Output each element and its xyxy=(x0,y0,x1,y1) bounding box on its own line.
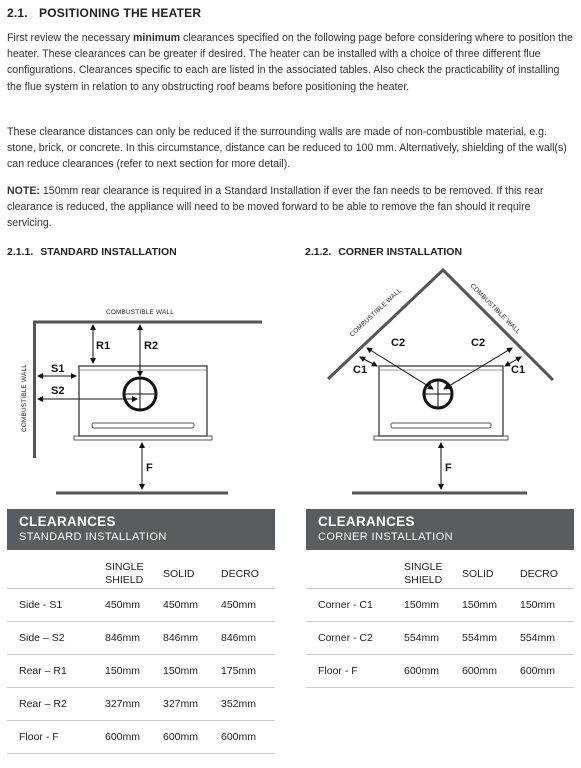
col-solid: SOLID xyxy=(163,568,195,580)
table-header xyxy=(306,509,574,550)
corner-f-label: F xyxy=(445,462,452,474)
table-row: Side – S2 846mm 846mm 846mm xyxy=(7,622,275,655)
table-row: Floor - F 600mm 600mm 600mm xyxy=(306,655,574,688)
table-subtitle: STANDARD INSTALLATION xyxy=(19,531,167,543)
top-wall-label: COMBUSTIBLE WALL xyxy=(106,309,174,316)
heater-handle xyxy=(92,423,194,428)
corner-heater-body xyxy=(379,366,503,436)
section-title: POSITIONING THE HEATER xyxy=(39,6,202,20)
corner-diagram xyxy=(328,270,553,493)
table-row: Floor - F 600mm 600mm 600mm xyxy=(7,721,275,754)
subsection-number: 2.1.1. xyxy=(7,246,34,258)
left-wall-label: COMBUSTIBLE WALL xyxy=(348,286,404,339)
clearances-table-corner xyxy=(306,509,574,688)
r1-label: R1 xyxy=(96,340,111,352)
table-row: Corner - C1 150mm 150mm 150mm xyxy=(306,589,574,622)
col-single-shield: SINGLE SHIELD xyxy=(105,561,144,586)
corner-heater-handle xyxy=(391,423,491,428)
col-decro: DECRO xyxy=(221,568,259,580)
standard-diagram xyxy=(21,309,262,493)
heater-body xyxy=(79,366,207,436)
r2-label: R2 xyxy=(144,340,159,352)
clearances-table-standard xyxy=(7,509,275,754)
table-row: Side - S1 450mm 450mm 450mm xyxy=(7,589,275,622)
subsection-number: 2.1.2. xyxy=(305,246,332,258)
table-title: CLEARANCES xyxy=(318,514,415,529)
c2-right-label: C2 xyxy=(471,337,486,349)
table-column-headers xyxy=(7,550,275,589)
table-row: Rear – R1 150mm 150mm 175mm xyxy=(7,655,275,688)
s1-label: S1 xyxy=(51,363,65,375)
note-label: NOTE: xyxy=(7,185,40,197)
s2-label: S2 xyxy=(51,385,65,397)
table-header xyxy=(7,509,275,550)
section-number: 2.1. xyxy=(7,6,28,20)
c2-left-label: C2 xyxy=(391,337,406,349)
table-subtitle: CORNER INSTALLATION xyxy=(318,531,453,543)
c2-left-arrow xyxy=(367,348,433,389)
note-text: 150mm rear clearance is required in a Standard Installation if ever the fan needs to be removed. If this rear clearance is reduced, the appliance will need to be moved forward to be able to remove the fan should it require servicing. xyxy=(7,185,544,230)
f-label: F xyxy=(146,462,153,474)
subsection-title: CORNER INSTALLATION xyxy=(338,246,463,258)
side-wall-label: COMBUSTIBLE WALL xyxy=(21,364,28,432)
paragraph-intro-text-a: First review the necessary xyxy=(7,32,133,44)
subsection-title: STANDARD INSTALLATION xyxy=(40,246,177,258)
c2-right-arrow xyxy=(444,348,512,389)
right-wall-label: COMBUSTIBLE WALL xyxy=(468,282,522,336)
col-decro: DECRO xyxy=(520,568,558,580)
paragraph-reduction: These clearance distances can only be reduced if the surrounding walls are made of non-combustible material, e.g. stone, brick, or concrete. In this circumstance, distance can be reduced to 100 mm. Alternatively, shielding of the wall(s) can reduce clearances (refer to next section for more detail). xyxy=(7,126,567,171)
col-single-shield: SINGLE SHIELD xyxy=(404,561,443,586)
paragraph-intro-bold: minimum xyxy=(133,32,181,44)
table-column-headers xyxy=(306,550,574,589)
table-row: Corner - C2 554mm 554mm 554mm xyxy=(306,622,574,655)
c1-right-label: C1 xyxy=(511,364,526,376)
col-solid: SOLID xyxy=(462,568,494,580)
table-row: Rear – R2 327mm 327mm 352mm xyxy=(7,688,275,721)
table-title: CLEARANCES xyxy=(19,514,116,529)
c1-left-label: C1 xyxy=(353,364,368,376)
paragraph-intro-text-b: clearances specified on the following page before considering where to position the heater. These clearances can be greater if desired. The heater can be installed with a choice of three different flue configurations. Clearances specific to each are listed in the associated tables. Also check the practicability of installing the flue system in relation to any obstructing roof beams before positioning the heater. xyxy=(7,32,573,93)
